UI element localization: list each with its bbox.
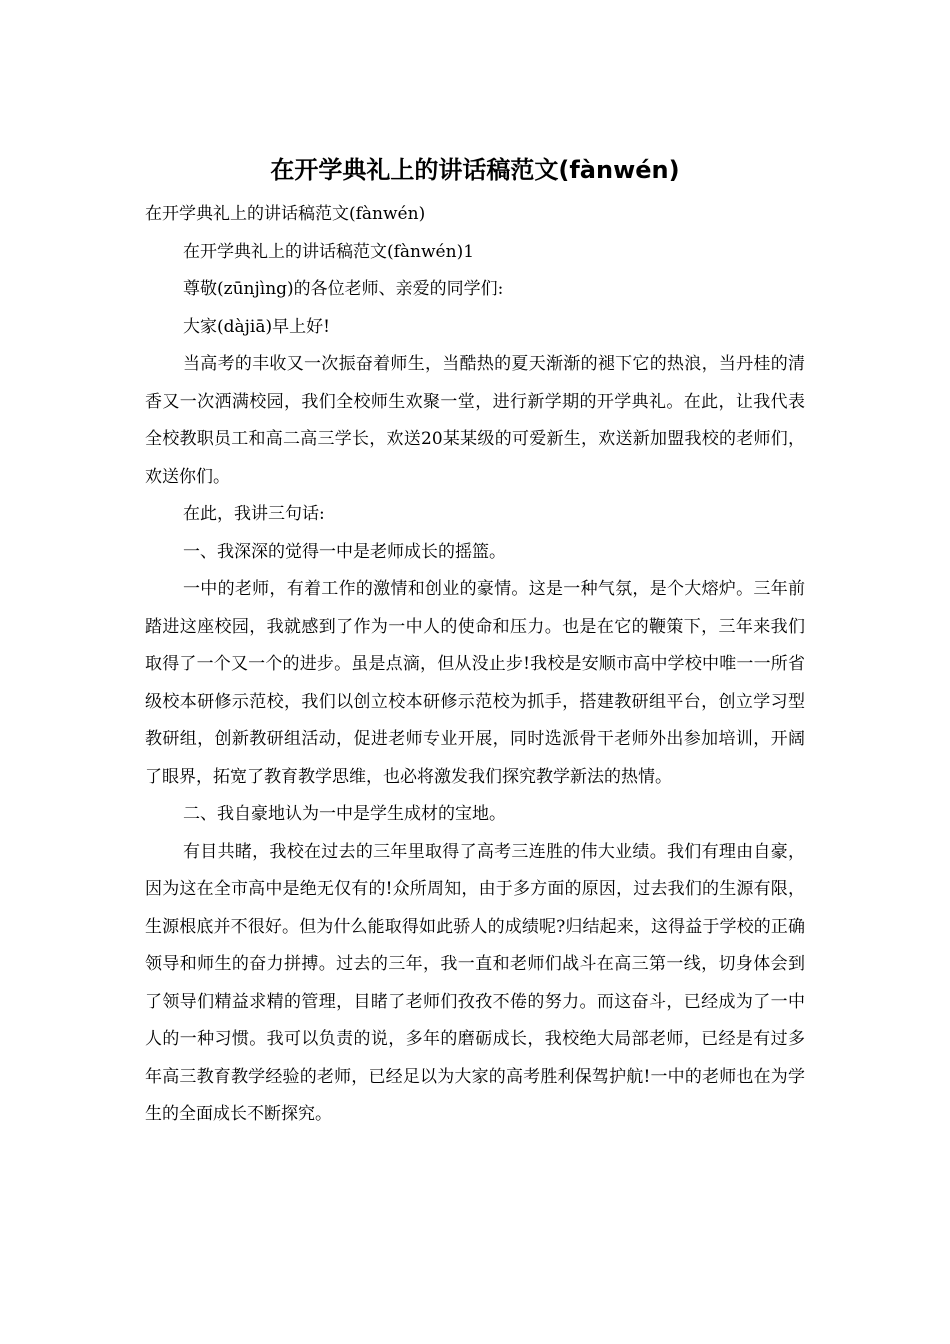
paragraph: 一、我深深的觉得一中是老师成长的摇篮。 bbox=[183, 541, 506, 562]
paragraph: 有目共睹，我校在过去的三年里取得了高考三连胜的伟大业绩。我们有理由自豪，因为这在全市高中是绝无仅有的!众所周知，由于多方面的原因，过去我们的生源有限，生源根底并不很好。但为什么能取得如此骄人的成绩呢?归结起来，这得益于学校的正确领导和师生的奋力拼搏。过去的三年，我一直和老师们战斗在高三第一线，切身体会到了领导们精益求精的管理，目睹了老师们孜孜不倦的努力。而这奋斗，已经成为了一中人的一种习惯。我可以负责的说，多年的磨砺成长，我校绝大局部老师，已经是有过多年高三教育教学经验的老师，已经足以为大家的高考胜利保驾护航!一中的老师也在为学生的全面成长不断探究。 bbox=[145, 841, 805, 1124]
paragraph: 二、我自豪地认为一中是学生成材的宝地。 bbox=[183, 804, 506, 824]
paragraph: 在此，我讲三句话: bbox=[183, 504, 325, 524]
document-title: 在开学典礼上的讲话稿范文(fànwén) bbox=[270, 156, 680, 184]
paragraph: 在开学典礼上的讲话稿范文(fànwén)1 bbox=[183, 241, 475, 262]
paragraph: 一中的老师，有着工作的激情和创业的豪情。这是一种气氛，是个大熔炉。三年前踏进这座校园，我就感到了作为一中人的使命和压力。也是在它的鞭策下，三年来我们取得了一个又一个的进步。虽是点滴，但从没止步!我校是安顺市高中学校中唯一一所省级校本研修示范校，我们以创立校本研修示范校为抓手，搭建教研组平台，创立学习型教研组，创新教研组活动，促进老师专业开展，同时选派骨干老师外出参加培训，开阔了眼界，拓宽了教育教学思维，也必将激发我们探究教学新法的热情。 bbox=[145, 579, 805, 787]
paragraph: 尊敬(zūnjìng)的各位老师、亲爱的同学们: bbox=[183, 279, 504, 299]
paragraph: 在开学典礼上的讲话稿范文(fànwén) bbox=[145, 204, 426, 224]
paragraph: 大家(dàjiā)早上好! bbox=[183, 316, 330, 337]
document-body bbox=[145, 196, 805, 1134]
paragraph: 当高考的丰收又一次振奋着师生，当酷热的夏天渐渐的褪下它的热浪，当丹桂的清香又一次洒满校园，我们全校师生欢聚一堂，进行新学期的开学典礼。在此，让我代表全校教职员工和高二高三学长，欢送20某某级的可爱新生，欢送新加盟我校的老师们，欢送你们。 bbox=[145, 354, 805, 487]
